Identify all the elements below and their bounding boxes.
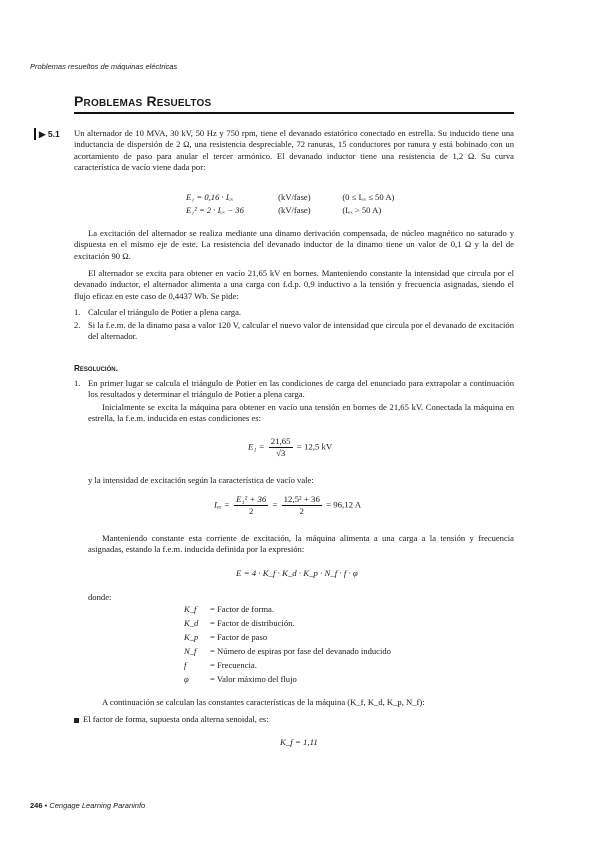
publisher-name: • Cengage Learning Paraninfo (44, 801, 146, 810)
resolution-paragraph-6: A continuación se calculan las constantes características de la máquina (K_f, K_d, K_p, N_f): (102, 697, 425, 707)
definition-symbol: φ (184, 674, 189, 684)
definition-symbol: f (184, 660, 187, 670)
definition-symbol: K_f (184, 604, 197, 614)
resolution-paragraph-4: y la intensidad de excitación según la característica de vacío vale: (88, 475, 314, 485)
running-head: Problemas resueltos de máquinas eléctricas (30, 62, 178, 71)
resolution-paragraph-1b: Inicialmente se excita la máquina para obtener en vacío una tensión en bornes de 21,65 kV. Conectada la máquina en estrella, la f.e.m. inducida en estas condiciones es: (88, 402, 514, 424)
equation-5: E = 4 · K_f · K_d · K_p · N_f · f · φ (236, 568, 358, 578)
eq4-numerator-2: 12,5² + 36 (283, 494, 320, 504)
bullet-item (74, 714, 514, 725)
definition-text: = Factor de distribución. (210, 618, 295, 628)
eq3-denominator: √3 (276, 448, 286, 458)
definition-text: = Frecuencia. (210, 660, 257, 670)
definition-symbol: K_d (184, 618, 199, 628)
definition-text: = Valor máximo del flujo (210, 674, 297, 684)
eq1-condition: (0 ≤ Iₑₓ ≤ 50 A) (342, 192, 395, 202)
page-footer (30, 801, 145, 810)
eq4-numerator-1: E₁² + 36 (236, 494, 267, 504)
equation-2 (186, 205, 486, 215)
definition-text: = Número de espiras por fase del devanado inducido (210, 646, 391, 656)
eq2-condition: (Iₑₓ > 50 A) (342, 205, 382, 215)
eq4-rhs: = 96,12 A (326, 499, 362, 510)
definition-row (184, 604, 274, 614)
resolution-heading: Resolución. (74, 364, 118, 373)
resolution-paragraph-5: Manteniendo constante esta corriente de excitación, la máquina alimenta a una carga a la tensión y frecuencia asignadas, estando la f.e.m. inducida definida por la expresión: (88, 533, 514, 555)
bullet-icon (74, 718, 79, 723)
section-rule (74, 112, 514, 114)
eq3-numerator: 21,65 (270, 436, 291, 446)
step-text: En primer lugar se calcula el triángulo de Potier en las condiciones de carga del enunciado para extrapolar a continuación los resultados y determinar el triángulo de Potier a plena carga. (88, 378, 514, 400)
eq4-equals: = (272, 499, 278, 510)
eq4-denominator-2: 2 (299, 506, 304, 516)
donde-label: donde: (88, 592, 112, 602)
definition-row (184, 618, 295, 628)
question-text: Si la f.e.m. de la dinamo pasa a valor 120 V, calcular el nuevo valor de intensidad que circula por el devanado de excitación del alternador. (88, 320, 514, 342)
definition-row (184, 660, 257, 670)
equation-1 (186, 192, 486, 202)
question-number: 2. (74, 320, 81, 330)
definition-symbol: K_p (184, 632, 199, 642)
problem-paragraph-3: El alternador se excita para obtener en vacío 21,65 kV en bornes. Manteniendo constante la intensidad que circula por el devanado inductor, el alternador alimenta a una carga con f.d.p. 0,9 inductivo a la tensión y frecuencia asignadas, siendo el flujo eficaz en este caso de 0,4437 Wb. Se pide: (74, 268, 514, 301)
section-title: Problemas Resueltos (74, 93, 212, 109)
bullet-text: El factor de forma, supuesta onda alterna senoidal, es: (83, 714, 269, 724)
definition-row (184, 632, 267, 642)
question-item-1 (74, 307, 514, 318)
problem-statement: Un alternador de 10 MVA, 30 kV, 50 Hz y 750 rpm, tiene el devanado estatórico conectado en estrella. Su inducido tiene una inductancia de dispersión de 2 Ω, una resistencia despreciable, 72 ranuras, 15 conductores por ranura y está bobinado con un acortamiento de paso para anular el tercer armónico. El devanado inductor tiene una resistencia de 1,2 Ω. Su curva característica de vacío viene dada por: (74, 128, 514, 173)
eq2-expression: E₁² = 2 · Iₑₓ − 36 (186, 205, 244, 215)
eq1-unit: (kV/fase) (278, 192, 311, 202)
problem-number-marker (34, 128, 60, 140)
eq4-fraction-2 (282, 494, 322, 517)
page-number: 246 (30, 801, 43, 810)
step-number: 1. (74, 378, 81, 388)
resolution-step-1 (74, 378, 514, 401)
problem-number: 5.1 (47, 129, 60, 139)
definition-text: = Factor de paso (210, 632, 268, 642)
equation-4 (214, 494, 361, 517)
eq3-fraction (269, 436, 293, 459)
equation-6: K_f = 1,11 (280, 737, 318, 747)
definition-row (184, 674, 297, 684)
eq4-denominator-1: 2 (248, 506, 254, 516)
definition-symbol: N_f (184, 646, 197, 656)
eq4-fraction-1 (234, 494, 268, 517)
eq4-lhs: Iₑₓ = (214, 499, 230, 510)
question-number: 1. (74, 307, 81, 317)
definition-text: = Factor de forma. (210, 604, 275, 614)
eq1-expression: E₁ = 0,16 · Iₑₓ (186, 192, 234, 202)
equation-3 (248, 436, 332, 459)
question-item-2 (74, 320, 514, 343)
eq3-lhs: E₁ = (248, 441, 265, 452)
question-text: Calcular el triángulo de Potier a plena carga. (88, 307, 242, 317)
eq2-unit: (kV/fase) (278, 205, 311, 215)
problem-paragraph-2: La excitación del alternador se realiza mediante una dinamo derivación compensada, de núcleo magnético no saturado y dispuesta en el mismo eje de este. La resistencia del devanado inductor de la dinamo tiene un valor de 0,1 Ω y la del de excitación 90 Ω. (74, 228, 514, 261)
arrow-icon: ▶ (39, 129, 46, 139)
eq3-rhs: = 12,5 kV (296, 441, 333, 452)
definition-row (184, 646, 391, 656)
